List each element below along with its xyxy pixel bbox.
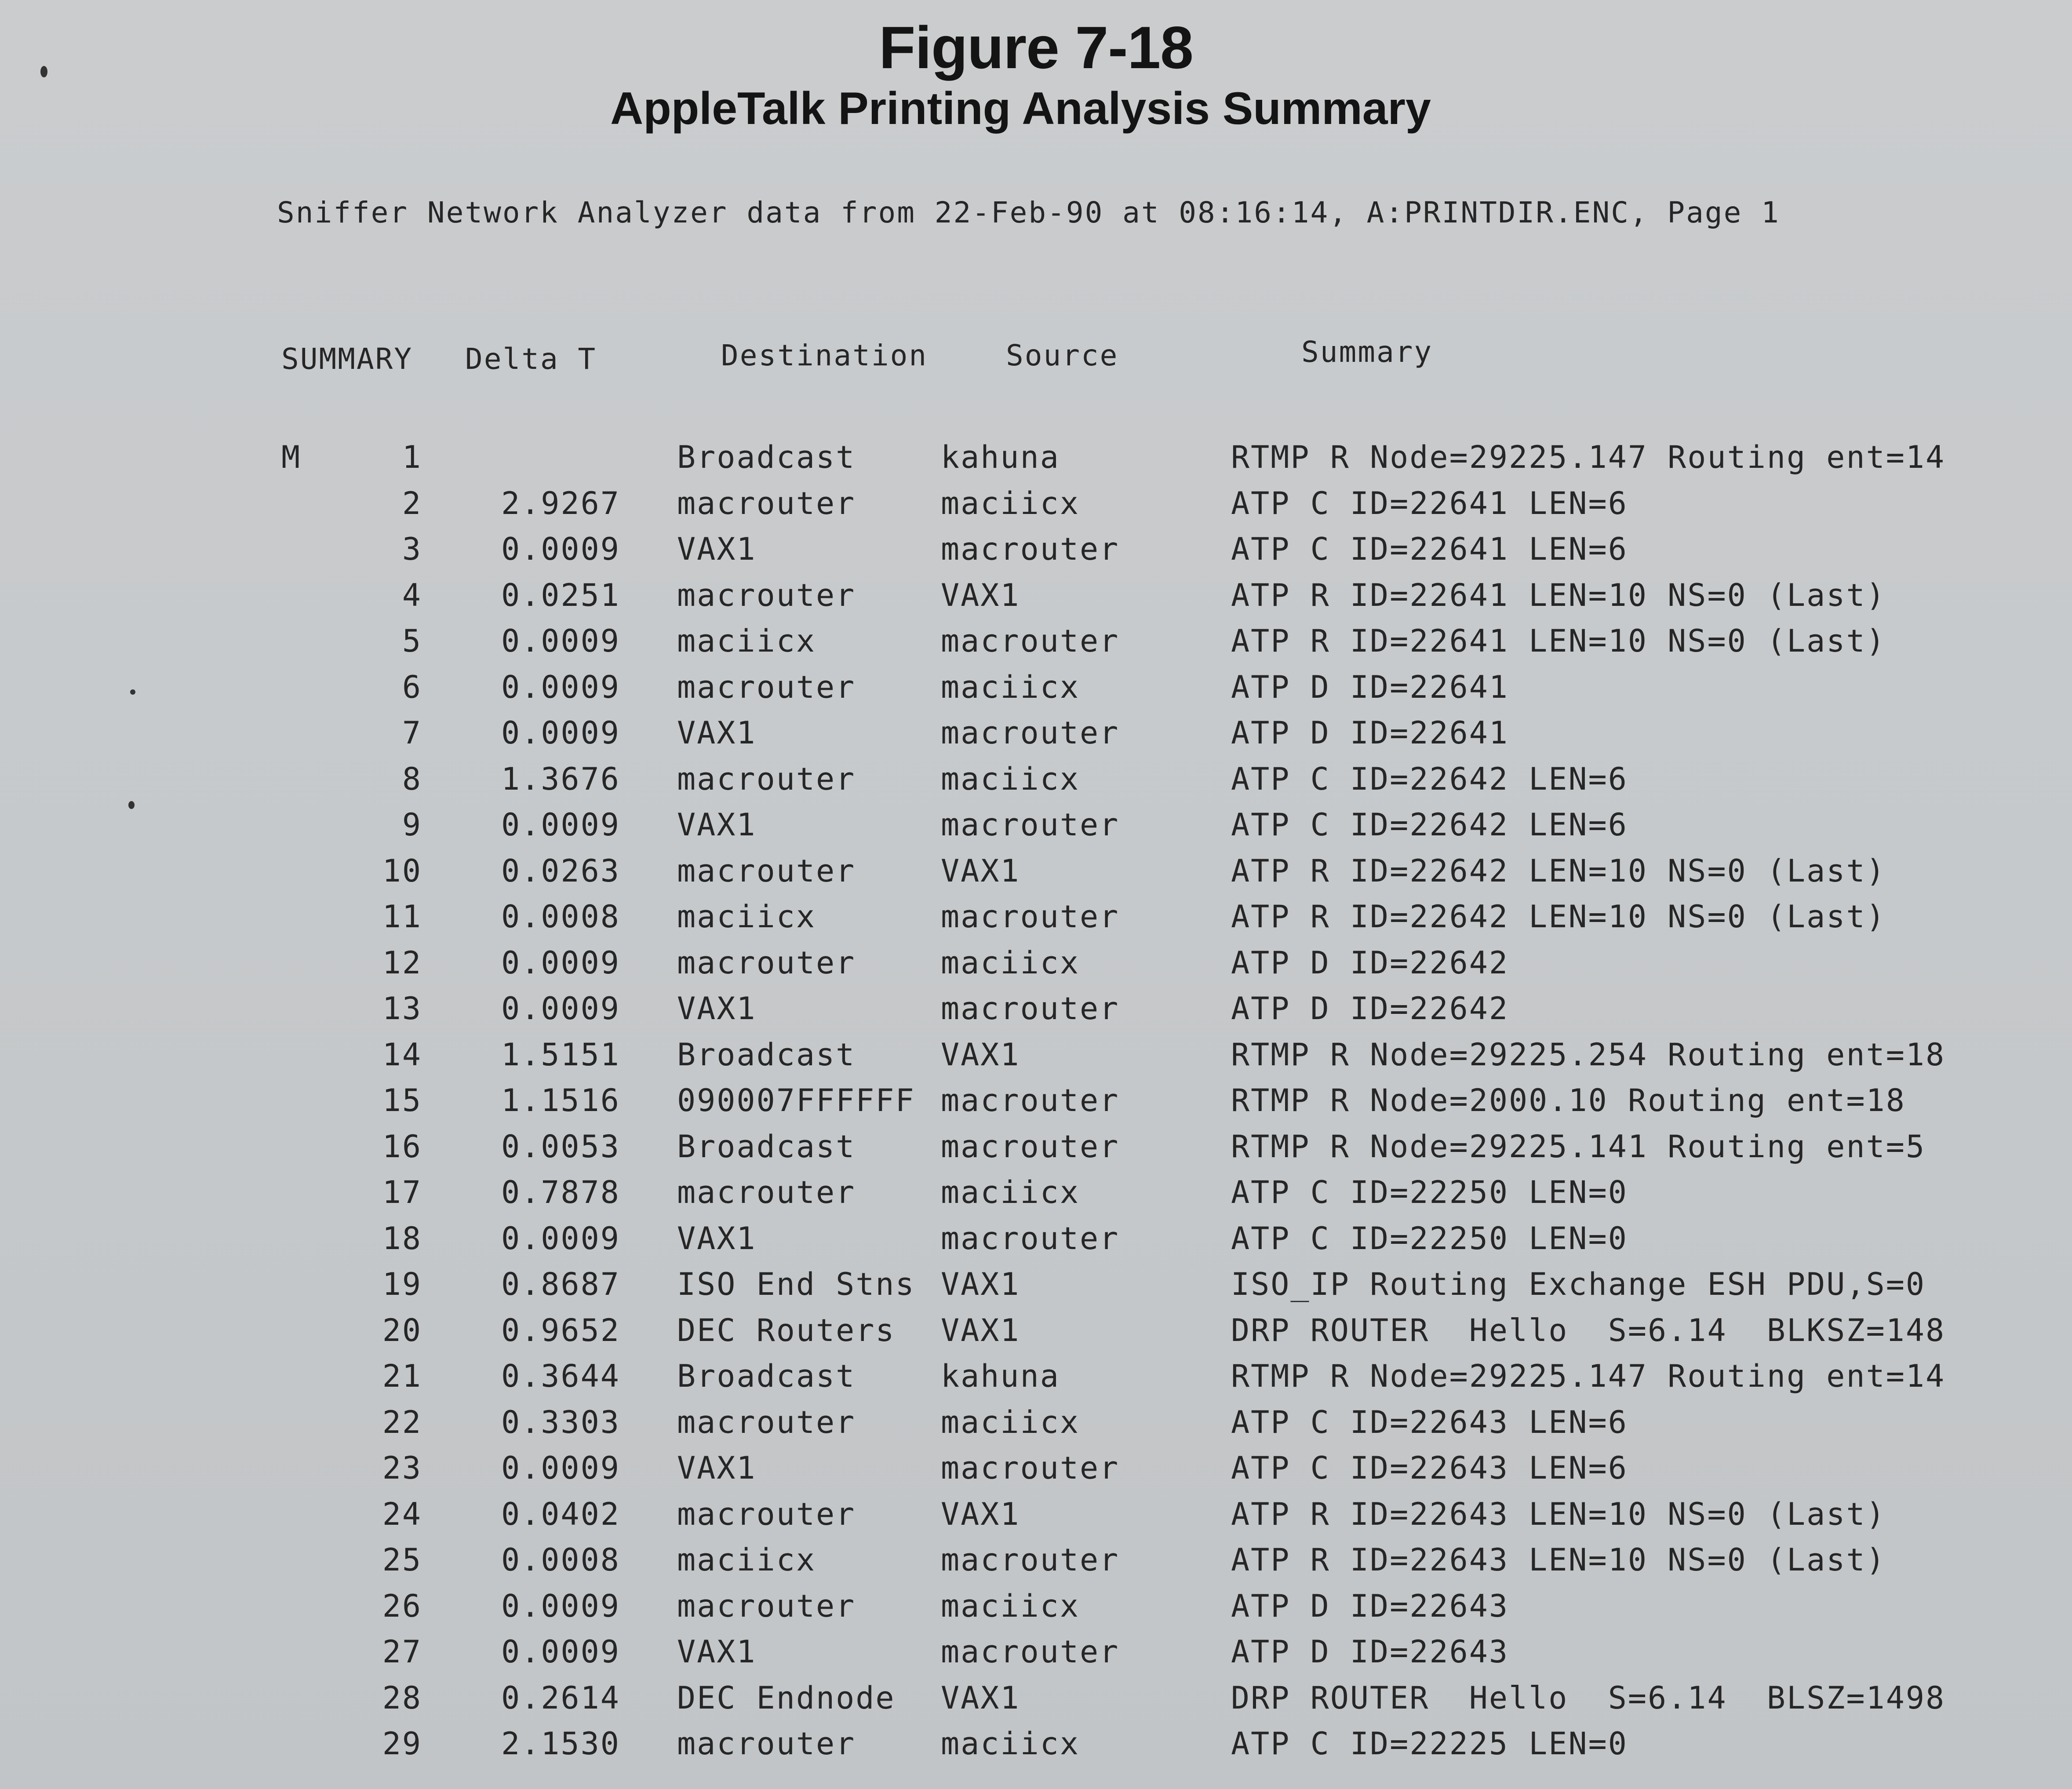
table-row <box>0 1630 2072 1674</box>
frame-number: 18 <box>382 1220 422 1257</box>
packet-summary: ATP D ID=22642 <box>1231 944 1509 981</box>
source: macrouter <box>941 1082 1120 1119</box>
frame-number: 8 <box>402 761 422 797</box>
delta-time: 0.0009 <box>501 531 620 567</box>
source: macrouter <box>941 715 1120 751</box>
delta-time: 0.0053 <box>501 1128 620 1165</box>
frame-number: 6 <box>402 669 422 705</box>
packet-summary: ATP C ID=22642 LEN=6 <box>1231 807 1628 843</box>
destination: macrouter <box>677 485 856 521</box>
source: kahuna <box>941 1358 1060 1394</box>
frame-number: 13 <box>382 991 422 1027</box>
table-row <box>0 895 2072 939</box>
table-row <box>0 1400 2072 1444</box>
table-row <box>0 435 2072 479</box>
delta-time: 1.1516 <box>501 1082 620 1119</box>
row-marker: M <box>281 439 302 475</box>
delta-time: 0.0251 <box>501 577 620 613</box>
packet-summary: ATP C ID=22641 LEN=6 <box>1231 485 1628 521</box>
header-destination: Destination <box>721 339 928 372</box>
frame-number: 14 <box>382 1036 422 1073</box>
frame-number: 12 <box>382 944 422 981</box>
delta-time: 0.7878 <box>501 1174 620 1210</box>
table-row <box>0 1262 2072 1306</box>
frame-number: 19 <box>382 1266 422 1302</box>
destination: VAX1 <box>677 715 757 751</box>
source: maciicx <box>941 944 1080 981</box>
source: macrouter <box>941 1128 1120 1165</box>
delta-time: 0.0009 <box>501 1450 620 1486</box>
delta-time: 0.0009 <box>501 623 620 659</box>
destination: macrouter <box>677 761 856 797</box>
destination: VAX1 <box>677 1220 757 1257</box>
destination: VAX1 <box>677 807 757 843</box>
delta-time: 0.2614 <box>501 1680 620 1716</box>
table-row <box>0 1354 2072 1398</box>
frame-number: 16 <box>382 1128 422 1165</box>
destination: maciicx <box>677 899 816 935</box>
source: VAX1 <box>941 1680 1020 1716</box>
frame-number: 28 <box>382 1680 422 1716</box>
table-row <box>0 1492 2072 1536</box>
header-summary: SUMMARY <box>281 342 413 376</box>
source: maciicx <box>941 1726 1080 1762</box>
frame-number: 26 <box>382 1588 422 1624</box>
table-row <box>0 619 2072 663</box>
destination: DEC Routers <box>677 1312 896 1348</box>
source: macrouter <box>941 899 1120 935</box>
source: macrouter <box>941 1220 1120 1257</box>
source: maciicx <box>941 761 1080 797</box>
packet-summary: ATP R ID=22643 LEN=10 NS=0 (Last) <box>1231 1542 1886 1578</box>
frame-number: 10 <box>382 853 422 889</box>
delta-time: 0.9652 <box>501 1312 620 1348</box>
delta-time: 0.0009 <box>501 1634 620 1670</box>
table-row <box>0 1125 2072 1169</box>
destination: macrouter <box>677 669 856 705</box>
packet-summary: ATP R ID=22643 LEN=10 NS=0 (Last) <box>1231 1496 1886 1532</box>
frame-number: 7 <box>402 715 422 751</box>
table-row <box>0 849 2072 893</box>
header-summary-text: Summary <box>1301 335 1433 369</box>
source: kahuna <box>941 439 1060 475</box>
source: macrouter <box>941 531 1120 567</box>
frame-number: 3 <box>402 531 422 567</box>
delta-time: 0.3303 <box>501 1404 620 1440</box>
packet-summary: ISO_IP Routing Exchange ESH PDU,S=0 <box>1231 1266 1926 1302</box>
frame-number: 27 <box>382 1634 422 1670</box>
frame-number: 20 <box>382 1312 422 1348</box>
packet-summary: RTMP R Node=29225.147 Routing ent=14 <box>1231 439 1946 475</box>
figure-title: AppleTalk Printing Analysis Summary <box>610 83 1431 134</box>
delta-time: 0.0008 <box>501 1542 620 1578</box>
table-row <box>0 1308 2072 1352</box>
figure-number: Figure 7-18 <box>879 14 1193 81</box>
source: macrouter <box>941 1634 1120 1670</box>
destination: maciicx <box>677 1542 816 1578</box>
destination: 090007FFFFFF <box>677 1082 915 1119</box>
destination: VAX1 <box>677 991 757 1027</box>
packet-summary: ATP C ID=22250 LEN=0 <box>1231 1220 1628 1257</box>
table-row <box>0 481 2072 525</box>
frame-number: 11 <box>382 899 422 935</box>
packet-summary: ATP C ID=22643 LEN=6 <box>1231 1450 1628 1486</box>
delta-time: 0.8687 <box>501 1266 620 1302</box>
delta-time: 1.3676 <box>501 761 620 797</box>
destination: Broadcast <box>677 1358 856 1394</box>
frame-number: 15 <box>382 1082 422 1119</box>
source: maciicx <box>941 1174 1080 1210</box>
table-row <box>0 573 2072 617</box>
source: macrouter <box>941 807 1120 843</box>
destination: macrouter <box>677 1726 856 1762</box>
frame-number: 4 <box>402 577 422 613</box>
destination: VAX1 <box>677 1450 757 1486</box>
frame-number: 21 <box>382 1358 422 1394</box>
delta-time: 0.0263 <box>501 853 620 889</box>
frame-number: 22 <box>382 1404 422 1440</box>
destination: macrouter <box>677 853 856 889</box>
delta-time: 0.0009 <box>501 1220 620 1257</box>
source: VAX1 <box>941 853 1020 889</box>
delta-time: 0.0009 <box>501 669 620 705</box>
delta-time: 1.5151 <box>501 1036 620 1073</box>
packet-summary: ATP D ID=22642 <box>1231 991 1509 1027</box>
table-row <box>0 665 2072 709</box>
paper-speck <box>40 66 47 77</box>
table-row <box>0 1676 2072 1720</box>
destination: Broadcast <box>677 1036 856 1073</box>
delta-time: 0.0009 <box>501 715 620 751</box>
delta-time: 0.0402 <box>501 1496 620 1532</box>
packet-summary: ATP R ID=22642 LEN=10 NS=0 (Last) <box>1231 899 1886 935</box>
frame-number: 29 <box>382 1726 422 1762</box>
destination: Broadcast <box>677 1128 856 1165</box>
header-source: Source <box>1006 339 1119 372</box>
table-row <box>0 1446 2072 1490</box>
table-row <box>0 1217 2072 1261</box>
frame-number: 5 <box>402 623 422 659</box>
destination: macrouter <box>677 1404 856 1440</box>
frame-number: 24 <box>382 1496 422 1532</box>
packet-summary: RTMP R Node=29225.254 Routing ent=18 <box>1231 1036 1946 1073</box>
source: maciicx <box>941 1404 1080 1440</box>
delta-time: 2.1530 <box>501 1726 620 1762</box>
table-row <box>0 803 2072 847</box>
source: VAX1 <box>941 1036 1020 1073</box>
frame-number: 23 <box>382 1450 422 1486</box>
source: maciicx <box>941 485 1080 521</box>
destination: macrouter <box>677 577 856 613</box>
source: VAX1 <box>941 1312 1020 1348</box>
table-row <box>0 527 2072 571</box>
frame-number: 9 <box>402 807 422 843</box>
packet-summary: ATP R ID=22642 LEN=10 NS=0 (Last) <box>1231 853 1886 889</box>
destination: macrouter <box>677 1588 856 1624</box>
source: macrouter <box>941 623 1120 659</box>
table-row <box>0 987 2072 1031</box>
packet-summary: ATP C ID=22642 LEN=6 <box>1231 761 1628 797</box>
table-row <box>0 1722 2072 1766</box>
paper-speck <box>128 801 135 809</box>
packet-summary: RTMP R Node=2000.10 Routing ent=18 <box>1231 1082 1906 1119</box>
source: VAX1 <box>941 1266 1020 1302</box>
delta-time: 0.0008 <box>501 899 620 935</box>
packet-summary: RTMP R Node=29225.147 Routing ent=14 <box>1231 1358 1946 1394</box>
destination: maciicx <box>677 623 816 659</box>
table-row <box>0 1538 2072 1582</box>
packet-summary: RTMP R Node=29225.141 Routing ent=5 <box>1231 1128 1926 1165</box>
source: maciicx <box>941 1588 1080 1624</box>
source: macrouter <box>941 1450 1120 1486</box>
packet-summary: ATP D ID=22641 <box>1231 715 1509 751</box>
packet-summary: ATP C ID=22225 LEN=0 <box>1231 1726 1628 1762</box>
table-row <box>0 1584 2072 1628</box>
delta-time: 2.9267 <box>501 485 620 521</box>
table-row <box>0 941 2072 985</box>
source: maciicx <box>941 669 1080 705</box>
frame-number: 17 <box>382 1174 422 1210</box>
header-delta-t: Delta T <box>465 342 597 376</box>
frame-number: 2 <box>402 485 422 521</box>
packet-summary: ATP R ID=22641 LEN=10 NS=0 (Last) <box>1231 623 1886 659</box>
source: VAX1 <box>941 1496 1020 1532</box>
source: VAX1 <box>941 577 1020 613</box>
destination: macrouter <box>677 944 856 981</box>
packet-summary: ATP D ID=22641 <box>1231 669 1509 705</box>
table-row <box>0 1033 2072 1077</box>
destination: DEC Endnode <box>677 1680 896 1716</box>
packet-summary: ATP D ID=22643 <box>1231 1634 1509 1670</box>
source: macrouter <box>941 991 1120 1027</box>
delta-time: 0.0009 <box>501 807 620 843</box>
destination: VAX1 <box>677 1634 757 1670</box>
table-row <box>0 1170 2072 1214</box>
delta-time: 0.0009 <box>501 1588 620 1624</box>
table-row <box>0 757 2072 801</box>
delta-time: 0.0009 <box>501 944 620 981</box>
packet-summary: ATP C ID=22250 LEN=0 <box>1231 1174 1628 1210</box>
packet-summary: ATP R ID=22641 LEN=10 NS=0 (Last) <box>1231 577 1886 613</box>
destination: macrouter <box>677 1174 856 1210</box>
destination: Broadcast <box>677 439 856 475</box>
table-row <box>0 711 2072 755</box>
destination: ISO End Stns <box>677 1266 915 1302</box>
frame-number: 1 <box>402 439 422 475</box>
table-row <box>0 1079 2072 1122</box>
packet-summary: DRP ROUTER Hello S=6.14 BLSZ=1498 <box>1231 1680 1946 1716</box>
destination: macrouter <box>677 1496 856 1532</box>
source: macrouter <box>941 1542 1120 1578</box>
capture-source-line: Sniffer Network Analyzer data from 22-Feb-90 at 08:16:14, A:PRINTDIR.ENC, Page 1 <box>277 196 1780 230</box>
delta-time: 0.3644 <box>501 1358 620 1394</box>
frame-number: 25 <box>382 1542 422 1578</box>
packet-summary: ATP C ID=22641 LEN=6 <box>1231 531 1628 567</box>
paper-speck <box>130 689 135 695</box>
packet-summary: DRP ROUTER Hello S=6.14 BLKSZ=148 <box>1231 1312 1946 1348</box>
delta-time: 0.0009 <box>501 991 620 1027</box>
packet-summary: ATP D ID=22643 <box>1231 1588 1509 1624</box>
destination: VAX1 <box>677 531 757 567</box>
packet-summary: ATP C ID=22643 LEN=6 <box>1231 1404 1628 1440</box>
